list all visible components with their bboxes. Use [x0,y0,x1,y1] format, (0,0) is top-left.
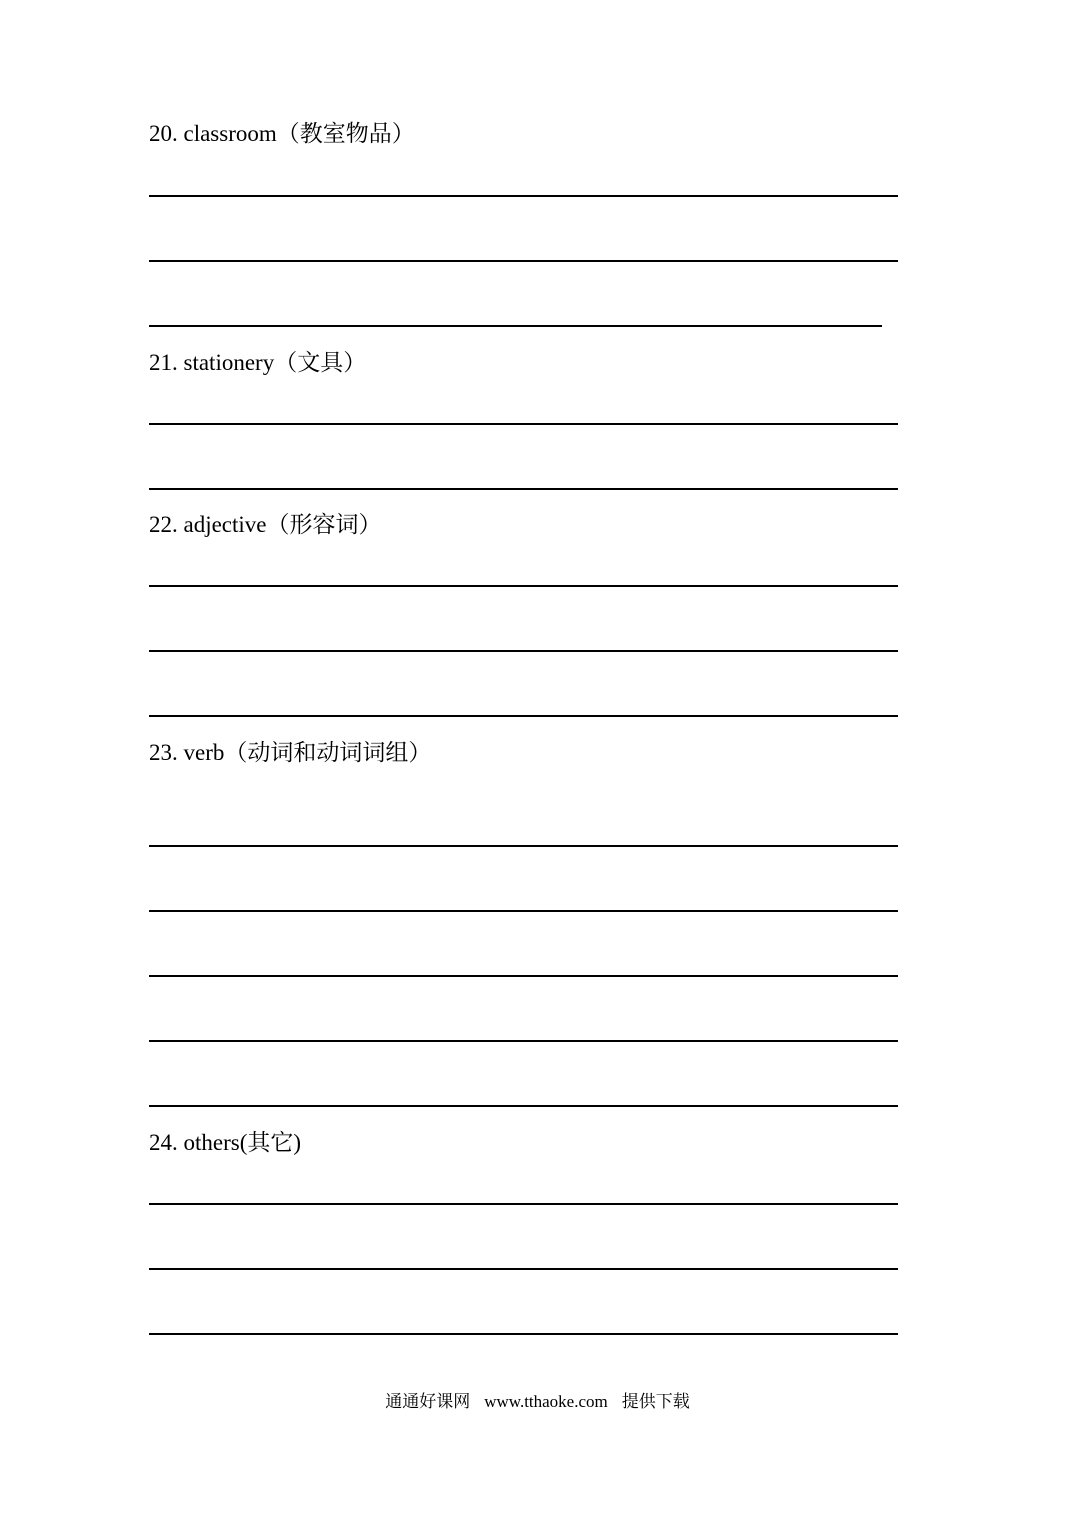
answer-line [149,715,898,717]
page-footer [0,1391,1075,1413]
section-heading-stationery: 21. stationery（文具） [149,350,367,375]
answer-line [149,1040,898,1042]
section-heading-verb: 23. verb（动词和动词词组） [149,740,432,765]
answer-line [149,975,898,977]
answer-line [149,195,898,197]
answer-line [149,585,898,587]
section-heading-adjective: 22. adjective（形容词） [149,512,382,537]
section-heading-classroom: 20. classroom（教室物品） [149,121,415,146]
answer-line [149,845,898,847]
footer-url: www.tthaoke.com [484,1392,608,1411]
answer-line [149,423,898,425]
answer-line [149,1105,898,1107]
answer-line [149,650,898,652]
footer-site-name: 通通好课网 [385,1392,471,1411]
answer-line [149,325,882,327]
answer-line [149,1333,898,1335]
answer-line [149,488,898,490]
answer-line [149,1203,898,1205]
answer-line [149,260,898,262]
answer-line [149,910,898,912]
section-heading-others: 24. others(其它) [149,1130,302,1155]
footer-tagline: 提供下载 [621,1392,690,1411]
answer-line [149,1268,898,1270]
